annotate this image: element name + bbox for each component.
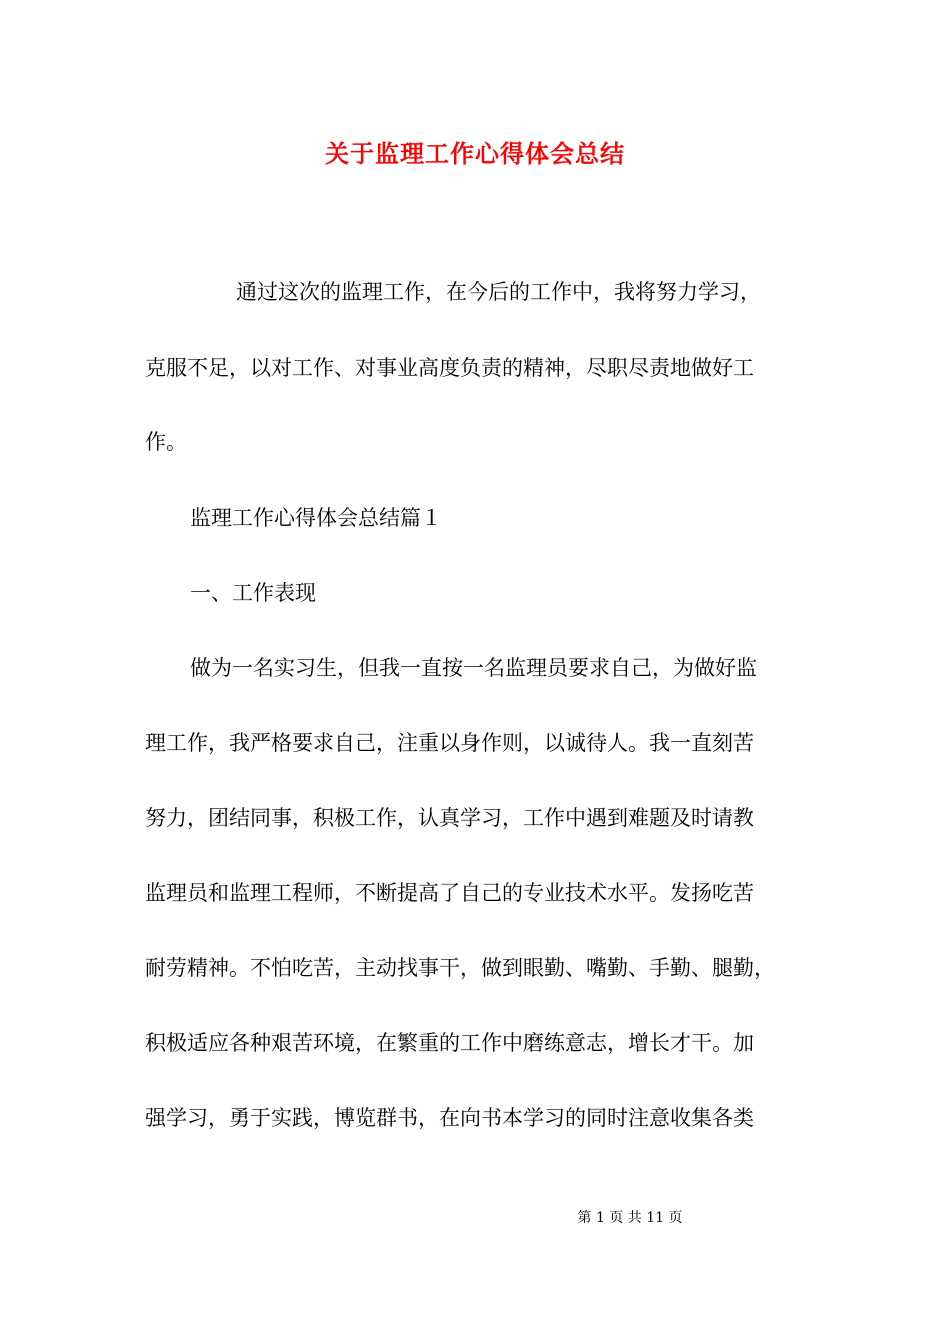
paragraph-line: 作。 bbox=[145, 430, 187, 454]
paragraph-line: 努力，团结同事，积极工作，认真学习，工作中遇到难题及时请教 bbox=[145, 806, 754, 830]
section-heading: 监理工作心得体会总结篇１ bbox=[190, 506, 442, 530]
paragraph-line: 理工作，我严格要求自己，注重以身作则，以诚待人。我一直刻苦 bbox=[145, 731, 754, 755]
page-number: 第 1 页 共 11 页 bbox=[577, 1210, 683, 1226]
subsection-heading: 一、工作表现 bbox=[190, 581, 316, 605]
paragraph-line: 耐劳精神。不怕吃苦，主动找事干，做到眼勤、嘴勤、手勤、腿勤， bbox=[145, 956, 775, 980]
paragraph-line: 通过这次的监理工作，在今后的工作中，我将努力学习， bbox=[236, 280, 761, 304]
paragraph-line: 积极适应各种艰苦环境，在繁重的工作中磨练意志，增长才干。加 bbox=[145, 1031, 754, 1055]
document-title: 关于监理工作心得体会总结 bbox=[325, 139, 625, 168]
paragraph-line: 监理员和监理工程师，不断提高了自己的专业技术水平。发扬吃苦 bbox=[145, 881, 754, 905]
paragraph-line: 克服不足，以对工作、对事业高度负责的精神，尽职尽责地做好工 bbox=[145, 356, 754, 380]
paragraph-line: 做为一名实习生，但我一直按一名监理员要求自己，为做好监 bbox=[190, 656, 757, 680]
paragraph-line: 强学习，勇于实践，博览群书，在向书本学习的同时注意收集各类 bbox=[145, 1106, 754, 1130]
